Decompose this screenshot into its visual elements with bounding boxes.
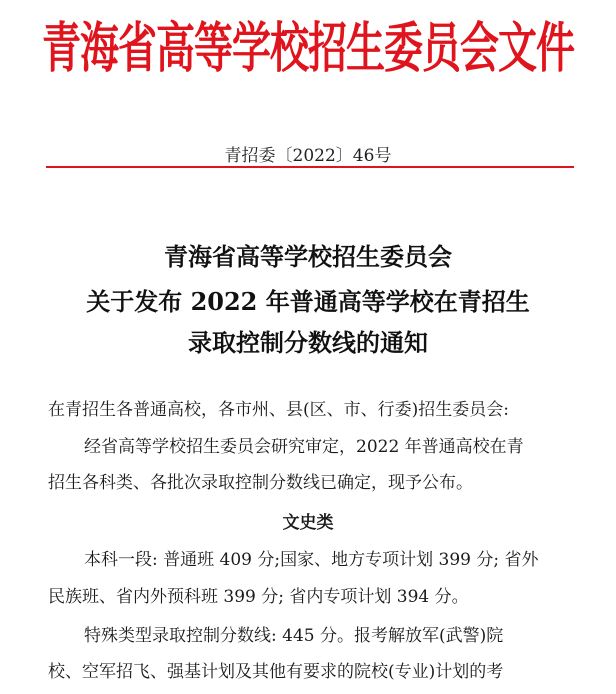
paragraph-2-line-1: 本科一段: 普通班 409 分;国家、地方专项计划 399 分; 省外: [84, 550, 539, 570]
notice-title-line-3: 录取控制分数线的通知: [188, 328, 428, 357]
paragraph-2-line-2: 民族班、省内外预科班 399 分; 省内专项计划 394 分。: [48, 587, 469, 607]
issuer-masthead: 青海省高等学校招生委员会文件: [41, 18, 574, 81]
red-divider: [46, 166, 574, 168]
paragraph-1-line-2: 招生各科类、各批次录取控制分数线已确定，现予公布。: [48, 473, 473, 493]
paragraph-1-line-1: 经省高等学校招生委员会研究审定，2022 年普通高校在青: [84, 437, 524, 457]
paragraph-3-line-1: 特殊类型录取控制分数线: 445 分。报考解放军(武警)院: [84, 626, 504, 646]
salutation: 在青招生各普通高校，各市州、县(区、市、行委)招生委员会:: [48, 400, 509, 420]
section-heading-liberal-arts: 文史类: [282, 513, 334, 533]
notice-title-line-1: 青海省高等学校招生委员会: [164, 242, 452, 271]
document-number: 青招委〔2022〕46号: [224, 146, 392, 166]
paragraph-3-line-2: 校、空军招飞、强基计划及其他有要求的院校(专业)计划的考: [48, 662, 504, 682]
notice-title-line-2: 关于发布 2022 年普通高等学校在青招生: [86, 287, 530, 316]
